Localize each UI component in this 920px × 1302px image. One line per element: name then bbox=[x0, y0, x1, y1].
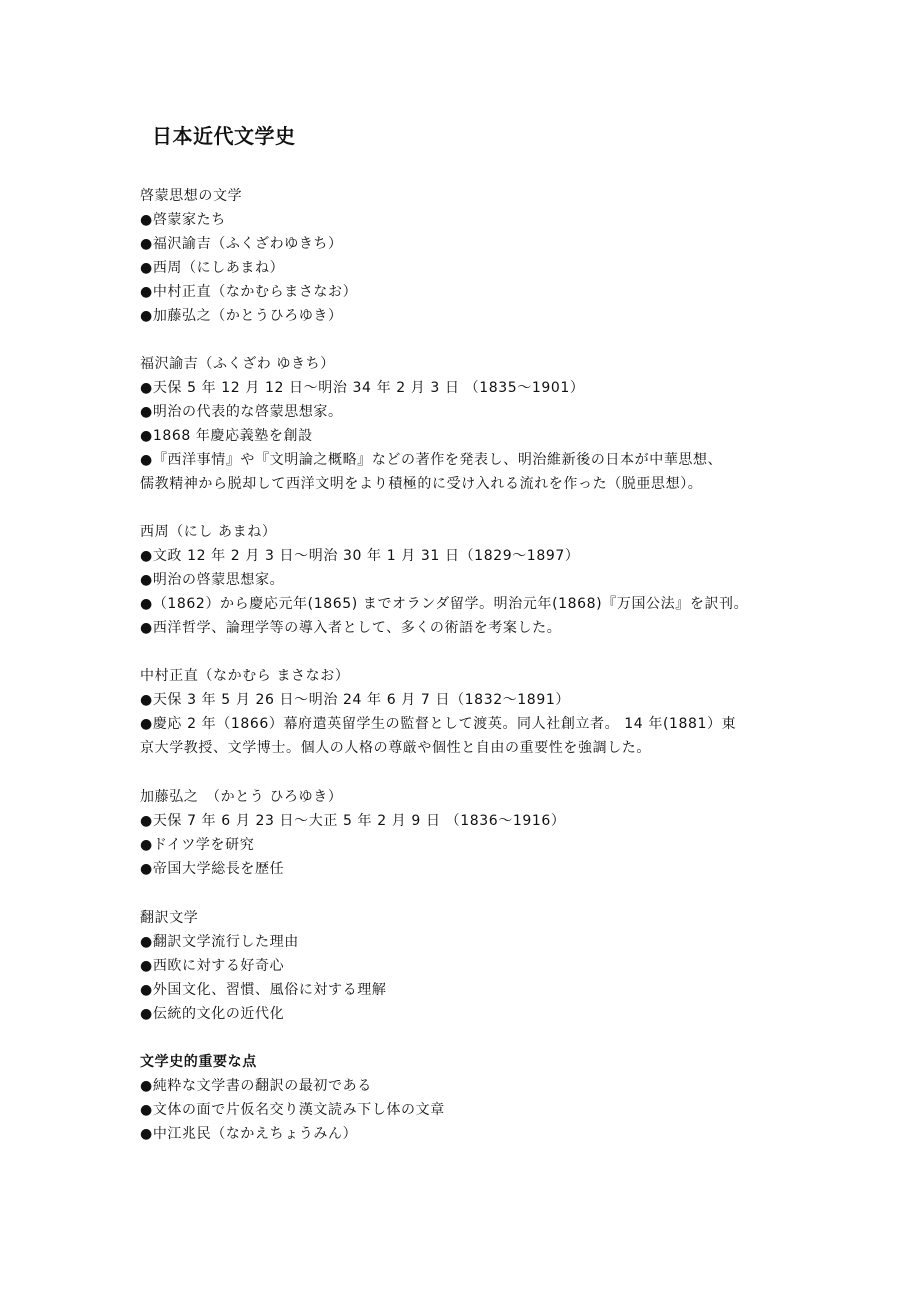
list-item: ●外国文化、習慣、風俗に対する理解 bbox=[140, 982, 387, 998]
list-item: ●天保 5 年 12 月 12 日～明治 34 年 2 月 3 日 （1835～1901） bbox=[140, 380, 585, 396]
list-item: ●中村正直（なかむらまさなお） bbox=[140, 284, 358, 300]
list-item: ●天保 3 年 5 月 26 日～明治 24 年 6 月 7 日（1832～1891） bbox=[140, 692, 570, 708]
list-item-continuation: 京大学教授、文学博士。個人の人格の尊厳や個性と自由の重要性を強調した。 bbox=[140, 740, 651, 756]
list-item: ●中江兆民（なかえちょうみん） bbox=[140, 1126, 358, 1142]
list-item: ●ドイツ学を研究 bbox=[140, 837, 255, 853]
list-item: ●純粋な文学書の翻訳の最初である bbox=[140, 1078, 372, 1094]
list-item: ●明治の代表的な啓蒙思想家。 bbox=[140, 404, 343, 420]
list-item: ●1868 年慶応義塾を創設 bbox=[140, 428, 313, 444]
section-heading-nakamura: 中村正直（なかむら まさなお） bbox=[140, 668, 350, 684]
list-item: ●加藤弘之（かとうひろゆき） bbox=[140, 308, 343, 324]
section-heading-enlightenment: 啓蒙思想の文学 bbox=[140, 188, 243, 204]
list-item: ●啓蒙家たち bbox=[140, 212, 226, 228]
list-item: ●（1862）から慶応元年(1865) までオランダ留学。明治元年(1868)『万国公法』を訳刊。 bbox=[140, 596, 749, 612]
list-item: ●翻訳文学流行した理由 bbox=[140, 934, 299, 950]
section-heading-translation: 翻訳文学 bbox=[140, 910, 199, 926]
list-item: ●西周（にしあまね） bbox=[140, 260, 285, 276]
list-item: ●文体の面で片仮名交り漢文読み下し体の文章 bbox=[140, 1102, 445, 1118]
list-item: ●文政 12 年 2 月 3 日～明治 30 年 1 月 31 日（1829～1897） bbox=[140, 548, 580, 564]
list-item: ●明治の啓蒙思想家。 bbox=[140, 572, 285, 588]
list-item-continuation: 儒教精神から脱却して西洋文明をより積極的に受け入れる流れを作った（脱亜思想）。 bbox=[140, 476, 703, 492]
list-item: ●『西洋事情』や『文明論之概略』などの著作を発表し、明治維新後の日本が中華思想、 bbox=[140, 452, 723, 468]
section-heading-nishi: 西周（にし あまね） bbox=[140, 524, 277, 540]
list-item: ●福沢諭吉（ふくざわゆきち） bbox=[140, 236, 343, 252]
list-item: ●帝国大学総長を歴任 bbox=[140, 861, 285, 877]
page-title: 日本近代文学史 bbox=[152, 124, 296, 148]
section-heading-important-points: 文学史的重要な点 bbox=[140, 1054, 257, 1070]
section-heading-kato: 加藤弘之 （かとう ひろゆき） bbox=[140, 789, 343, 805]
section-heading-fukuzawa: 福沢諭吉（ふくざわ ゆきち） bbox=[140, 356, 335, 372]
list-item: ●天保 7 年 6 月 23 日～大正 5 年 2 月 9 日 （1836～1916） bbox=[140, 813, 566, 829]
list-item: ●西欧に対する好奇心 bbox=[140, 958, 285, 974]
list-item: ●伝統的文化の近代化 bbox=[140, 1006, 285, 1022]
list-item: ●西洋哲学、論理学等の導入者として、多くの術語を考案した。 bbox=[140, 620, 562, 636]
list-item: ●慶応 2 年（1866）幕府遣英留学生の監督として渡英。同人社創立者。 14 年(1881）東 bbox=[140, 716, 737, 732]
